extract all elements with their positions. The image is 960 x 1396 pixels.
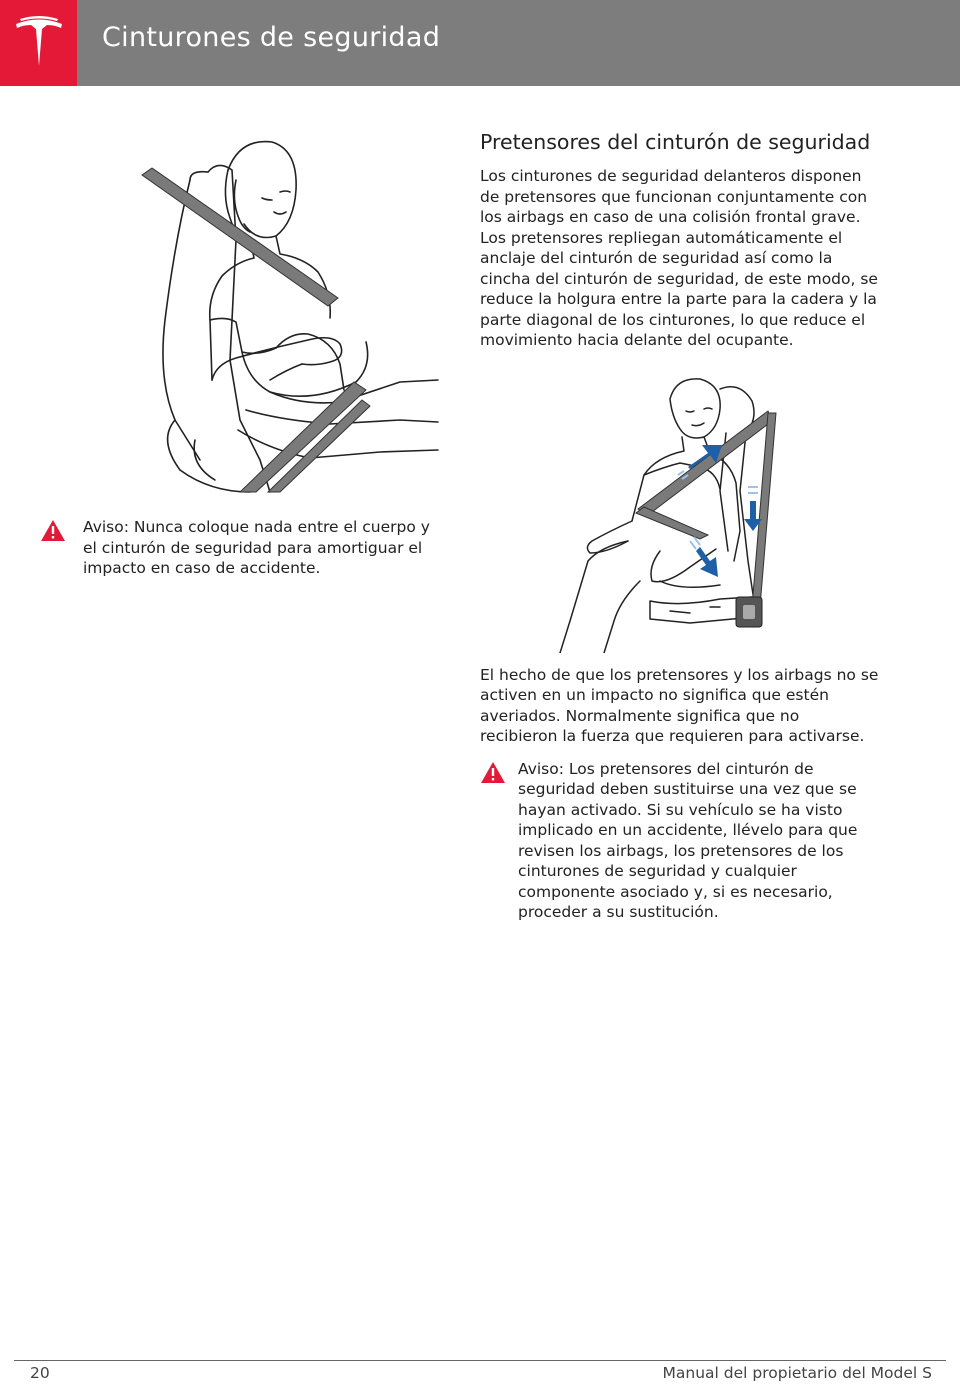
right-column xyxy=(480,128,880,923)
page-title: Cinturones de seguridad xyxy=(102,22,441,53)
left-column xyxy=(40,120,440,579)
warning-block xyxy=(480,759,880,923)
manual-name: Manual del propietario del Model S xyxy=(662,1364,932,1382)
page-header xyxy=(0,0,960,86)
warning-triangle-icon xyxy=(40,519,66,542)
warning-text: Aviso: Los pretensores del cinturón de seguridad deben sustituirse una vez que se hayan activado. Si su vehículo se ha visto implicado en un accidente, llévelo para que revisen los airbags, los pretensores de los cinturones de seguridad y cualquier componente asociado y, si es necesario, proceder a su sustitución. xyxy=(518,759,858,921)
page-number: 20 xyxy=(30,1364,50,1382)
paragraph: El hecho de que los pretensores y los airbags no se activen en un impacto no significa que estén averiados. Normalmente significa que no recibieron la fuerza que requieren para activarse. xyxy=(480,665,879,745)
man-seatbelt-pretensioner-illustration xyxy=(540,371,800,653)
warning-triangle-icon xyxy=(480,761,506,784)
footer-divider xyxy=(14,1360,946,1361)
warning-block xyxy=(40,517,440,579)
tesla-logo xyxy=(0,0,77,86)
pregnant-woman-seatbelt-illustration xyxy=(40,120,440,495)
warning-text: Aviso: Nunca coloque nada entre el cuerpo y el cinturón de seguridad para amortiguar el impacto en caso de accidente. xyxy=(83,518,430,577)
section-title: Pretensores del cinturón de seguridad xyxy=(480,130,871,154)
paragraph: Los cinturones de seguridad delanteros disponen de pretensores que funcionan conjuntamente con los airbags en caso de una colisión frontal grave. Los pretensores repliegan automáticamente el anclaje del cinturón de seguridad así como la cincha del cinturón de seguridad, de este modo, se reduce la holgura entre la parte para la cadera y la parte diagonal de los cinturones, lo que reduce el movimiento hacia delante del ocupante. xyxy=(480,167,878,349)
tesla-t-icon xyxy=(14,16,64,70)
